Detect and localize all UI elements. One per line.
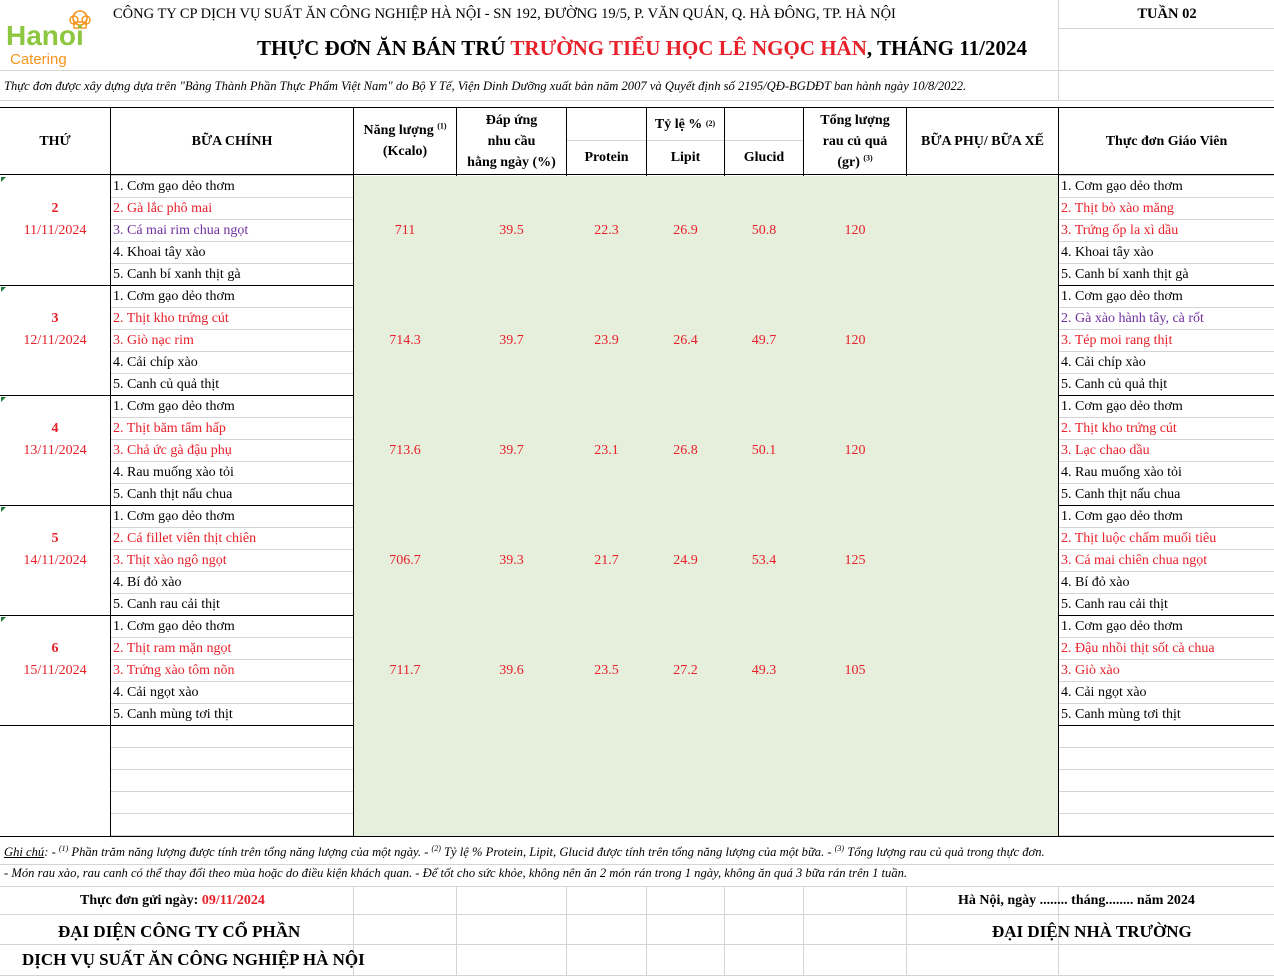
grid-line [646, 886, 647, 976]
main-meal-dish: 3. Chả ức gà đậu phụ [113, 443, 232, 458]
grid-line [0, 886, 1274, 887]
nutrition-columns-background [354, 176, 1058, 836]
teacher-menu-dish: 1. Cơm gạo dẻo thơm [1061, 619, 1183, 634]
teacher-menu-dish: 3. Giò xào [1061, 663, 1120, 678]
teacher-menu-dish: 5. Canh rau cải thịt [1061, 597, 1168, 612]
cell-comment-marker [1, 397, 6, 402]
main-meal-dish: 2. Thịt ram mặn ngọt [113, 641, 232, 656]
teacher-menu-dish: 5. Canh mùng tơi thịt [1061, 707, 1181, 722]
day-date: 11/11/2024 [23, 223, 87, 238]
school-representative: ĐẠI DIỆN NHÀ TRƯỜNG [992, 922, 1192, 941]
grid-line [724, 886, 725, 976]
hanoi-catering-logo [4, 8, 102, 70]
teacher-menu-dish: 3. Tép moi rang thịt [1061, 333, 1173, 348]
menu-basis-note: Thực đơn được xây dựng dựa trên "Bảng Thành Phần Thực Phẩm Việt Nam" do Bộ Y Tế, Viện Dinh Dưỡng xuất bản năm 2007 và Quyết định số 2195/QĐ-BGDĐT ban hành ngày 10/8/2022. [4, 79, 967, 93]
veg-value: 125 [844, 553, 866, 568]
col-header-daily-need: Đáp ứng nhu cầu hằng ngày (%) [467, 112, 556, 170]
protein-value: 23.5 [594, 663, 619, 678]
meet-value: 39.7 [499, 443, 524, 458]
grid-line [0, 836, 1274, 837]
teacher-menu-dish: 4. Cải chíp xào [1061, 355, 1146, 370]
col-header-glucid: Glucid [743, 150, 785, 165]
energy-value: 714.3 [389, 333, 421, 348]
teacher-menu-dish: 4. Cải ngọt xào [1061, 685, 1147, 700]
lipit-value: 26.4 [673, 333, 698, 348]
footnote-line-1: Ghi chú: - $^{(1)}$ Phần trăm năng lượng được tính trên tổng năng lượng của một ngày. - $^{(2)}$ Tỷ lệ % Protein, Lipit, Glucid được tính trên tổng năng lượng của một bữa. - $^{(3)}$ Tổng lượng rau củ quả trong thực đơn. [4, 843, 1045, 859]
main-meal-dish: 3. Giò nạc rim [113, 333, 194, 348]
main-meal-dish: 3. Thịt xào ngô ngọt [113, 553, 227, 568]
energy-value: 711 [394, 223, 416, 238]
grid-line [803, 886, 804, 976]
lipit-value: 26.9 [673, 223, 698, 238]
grid-line [1059, 769, 1274, 770]
teacher-menu-dish: 5. Canh củ quả thịt [1061, 377, 1168, 392]
main-meal-dish: 4. Bí đỏ xào [113, 575, 182, 590]
grid-line [1058, 28, 1274, 29]
sent-date: Thực đơn gửi ngày: 09/11/2024 [80, 893, 265, 908]
day-date: 15/11/2024 [23, 663, 87, 678]
day-of-week: 4 [51, 421, 59, 436]
teacher-menu-dish: 4. Rau muống xào tỏi [1061, 465, 1182, 480]
main-meal-dish: 1. Cơm gạo dẻo thơm [113, 509, 235, 524]
teacher-menu-dish: 1. Cơm gạo dẻo thơm [1061, 509, 1183, 524]
grid-line [456, 886, 457, 976]
day-of-week: 5 [51, 531, 59, 546]
main-meal-dish: 1. Cơm gạo dẻo thơm [113, 179, 235, 194]
main-meal-dish: 2. Thịt băm tẩm hấp [113, 421, 226, 436]
grid-line [111, 791, 354, 792]
main-meal-dish: 3. Trứng xào tôm nõn [113, 663, 235, 678]
teacher-menu-dish: 5. Canh thịt nấu chua [1061, 487, 1181, 502]
main-meal-dish: 4. Rau muống xào tỏi [113, 465, 234, 480]
day-date: 13/11/2024 [23, 443, 87, 458]
grid-line [111, 813, 354, 814]
main-meal-dish: 5. Canh củ quả thịt [113, 377, 220, 392]
glucid-value: 53.4 [751, 553, 777, 568]
meet-value: 39.7 [499, 333, 524, 348]
teacher-menu-dish: 1. Cơm gạo dẻo thơm [1061, 399, 1183, 414]
main-meal-dish: 5. Canh mùng tơi thịt [113, 707, 233, 722]
day-date: 12/11/2024 [23, 333, 87, 348]
week-label: TUẦN 02 [1137, 6, 1197, 22]
protein-value: 23.9 [594, 333, 619, 348]
col-header-energy: Năng lượng $^{(1)}$ (Kcalo) [363, 121, 447, 159]
teacher-menu-dish: 1. Cơm gạo dẻo thơm [1061, 289, 1183, 304]
grid-line [0, 914, 1274, 915]
grid-line [0, 100, 1274, 101]
col-header-protein: Protein [584, 150, 629, 165]
meet-value: 39.6 [499, 663, 524, 678]
school-name: TRƯỜNG TIỂU HỌC LÊ NGỌC HÂN [510, 36, 867, 60]
main-meal-dish: 5. Canh bí xanh thịt gà [113, 267, 241, 282]
veg-value: 120 [844, 333, 866, 348]
main-meal-dish: 4. Cải chíp xào [113, 355, 198, 370]
main-meal-dish: 4. Cải ngọt xào [113, 685, 199, 700]
energy-value: 706.7 [389, 553, 421, 568]
veg-value: 105 [844, 663, 866, 678]
energy-value: 713.6 [389, 443, 421, 458]
grid-line [111, 769, 354, 770]
main-meal-dish: 1. Cơm gạo dẻo thơm [113, 399, 235, 414]
grid-line [0, 70, 1274, 71]
col-header-day: THỨ [39, 133, 71, 149]
day-of-week: 2 [51, 201, 59, 216]
footnote-line-2: - Món rau xào, rau canh có thể thay đổi theo mùa hoặc do điều kiện khách quan. - Để tốt cho sức khỏe, không nên ăn 2 món rán trong 1 ngày, không ăn quá 3 bữa rán trên 1 tuần. [4, 866, 908, 880]
grid-line [1059, 791, 1274, 792]
grid-line [1058, 107, 1059, 836]
cell-comment-marker [1, 177, 6, 182]
teacher-menu-dish: 2. Gà xào hành tây, cà rốt [1061, 311, 1204, 326]
teacher-menu-dish: 2. Thịt luộc chấm muối tiêu [1061, 531, 1217, 546]
grid-line [110, 107, 111, 836]
main-meal-dish: 2. Gà lắc phô mai [113, 201, 213, 216]
main-meal-dish: 3. Cá mai rim chua ngọt [113, 223, 249, 238]
cell-comment-marker [1, 287, 6, 292]
grid-line [1059, 747, 1274, 748]
teacher-menu-dish: 2. Đậu nhồi thịt sốt cà chua [1061, 641, 1215, 656]
grid-line [0, 944, 1274, 945]
col-header-teacher-menu: Thực đơn Giáo Viên [1105, 133, 1228, 149]
col-header-lipit: Lipit [670, 150, 701, 165]
cell-comment-marker [1, 507, 6, 512]
svg-text:Catering: Catering [10, 51, 67, 68]
glucid-value: 49.7 [751, 333, 777, 348]
signing-date: Hà Nội, ngày ........ tháng........ năm 2024 [958, 893, 1195, 908]
lipit-value: 24.9 [673, 553, 698, 568]
main-meal-dish: 5. Canh thịt nấu chua [113, 487, 233, 502]
teacher-menu-dish: 3. Trứng ốp la xì dầu [1061, 223, 1179, 238]
main-meal-dish: 5. Canh rau cải thịt [113, 597, 220, 612]
teacher-menu-dish: 1. Cơm gạo dẻo thơm [1061, 179, 1183, 194]
protein-value: 21.7 [594, 553, 619, 568]
company-representative-line-2: DỊCH VỤ SUẤT ĂN CÔNG NGHIỆP HÀ NỘI [22, 950, 365, 969]
glucid-value: 49.3 [751, 663, 777, 678]
protein-value: 22.3 [594, 223, 619, 238]
col-header-snack: BỮA PHỤ/ BỮA XẾ [920, 133, 1045, 149]
energy-value: 711.7 [389, 663, 421, 678]
grid-line [566, 886, 567, 976]
veg-value: 120 [844, 443, 866, 458]
main-meal-dish: 4. Khoai tây xào [113, 245, 206, 260]
glucid-value: 50.8 [751, 223, 777, 238]
lipit-value: 26.8 [673, 443, 698, 458]
grid-line [906, 886, 907, 976]
col-header-main-meal: BỮA CHÍNH [191, 133, 273, 149]
company-info: CÔNG TY CP DỊCH VỤ SUẤT ĂN CÔNG NGHIỆP HÀ NỘI - SN 192, ĐƯỜNG 19/5, P. VĂN QUÁN, Q. HÀ ĐÔNG, TP. HÀ NỘI [113, 6, 896, 22]
teacher-menu-dish: 2. Thịt kho trứng cút [1061, 421, 1177, 436]
company-representative-line-1: ĐẠI DIỆN CÔNG TY CỔ PHẦN [58, 922, 301, 941]
col-header-vegetables: Tổng lượng rau củ quả (gr) $^{(3)}$ [820, 112, 890, 170]
main-meal-dish: 1. Cơm gạo dẻo thơm [113, 289, 235, 304]
veg-value: 120 [844, 223, 866, 238]
teacher-menu-dish: 2. Thịt bò xào măng [1061, 201, 1174, 216]
protein-value: 23.1 [594, 443, 619, 458]
teacher-menu-dish: 4. Bí đỏ xào [1061, 575, 1130, 590]
teacher-menu-dish: 5. Canh bí xanh thịt gà [1061, 267, 1189, 282]
main-meal-dish: 2. Thịt kho trứng cút [113, 311, 229, 326]
main-meal-dish: 1. Cơm gạo dẻo thơm [113, 619, 235, 634]
meet-value: 39.5 [499, 223, 524, 238]
teacher-menu-dish: 3. Lạc chao dầu [1061, 443, 1150, 458]
svg-text:Hanoi: Hanoi [6, 20, 84, 51]
cell-comment-marker [1, 617, 6, 622]
glucid-value: 50.1 [751, 443, 777, 458]
page-title: THỰC ĐƠN ĂN BÁN TRÚ TRƯỜNG TIỂU HỌC LÊ NGỌC HÂN, THÁNG 11/2024 [257, 36, 1027, 60]
grid-line [0, 864, 1274, 865]
meet-value: 39.3 [499, 553, 524, 568]
day-of-week: 3 [51, 311, 59, 326]
col-header-ratio: Tỷ lệ % (2) [654, 116, 716, 132]
grid-line [111, 747, 354, 748]
grid-line [1059, 813, 1274, 814]
teacher-menu-dish: 4. Khoai tây xào [1061, 245, 1154, 260]
main-meal-dish: 2. Cá fillet viên thịt chiên [113, 531, 257, 546]
teacher-menu-dish: 3. Cá mai chiên chua ngọt [1061, 553, 1208, 568]
day-date: 14/11/2024 [23, 553, 87, 568]
day-of-week: 6 [51, 641, 59, 656]
lipit-value: 27.2 [673, 663, 698, 678]
